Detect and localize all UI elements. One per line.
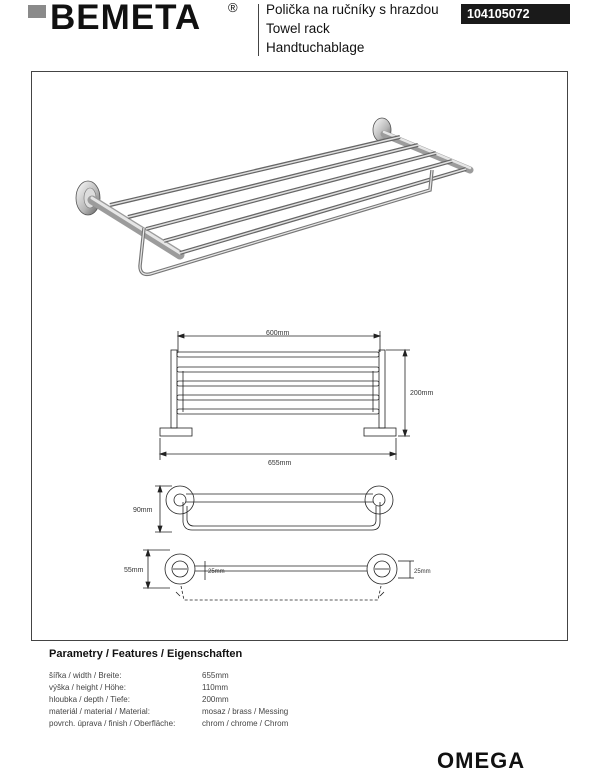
registered-mark: ® xyxy=(228,0,238,15)
front-view xyxy=(160,331,410,460)
spec-value-width: 655mm xyxy=(202,671,229,680)
spec-value-depth: 200mm xyxy=(202,695,229,704)
spec-label-height: výška / height / Höhe: xyxy=(49,683,126,692)
product-name-de: Handtuchablage xyxy=(266,40,365,55)
product-name-en: Towel rack xyxy=(266,21,330,36)
features-title: Parametry / Features / Eigenschaften xyxy=(49,648,243,660)
spec-label-material: materiál / material / Material: xyxy=(49,707,150,716)
spec-label-finish: povrch. úprava / finish / Oberfläche: xyxy=(49,719,176,728)
spec-value-finish: chrom / chrome / Chrom xyxy=(202,719,289,728)
top-view xyxy=(155,486,393,532)
product-name-cz: Polička na ručníky s hrazdou xyxy=(266,2,439,17)
product-photo xyxy=(76,118,470,274)
dim-25-left: 25mm xyxy=(208,569,225,575)
dim-55: 55mm xyxy=(124,567,144,574)
product-code: 104105072 xyxy=(461,4,570,24)
bottom-view xyxy=(143,550,414,600)
series-name: OMEGA xyxy=(437,748,526,773)
dim-600: 600mm xyxy=(266,330,290,337)
brand-logo: BEMETA xyxy=(50,0,202,37)
spec-value-height: 110mm xyxy=(202,683,229,692)
spec-value-material: mosaz / brass / Messing xyxy=(202,707,289,716)
dim-200: 200mm xyxy=(410,390,434,397)
spec-label-width: šířka / width / Breite: xyxy=(49,671,122,680)
dim-25-right: 25mm xyxy=(414,569,431,575)
dim-90: 90mm xyxy=(133,507,153,514)
dim-655: 655mm xyxy=(268,460,292,467)
spec-label-depth: hloubka / depth / Tiefe: xyxy=(49,695,130,704)
